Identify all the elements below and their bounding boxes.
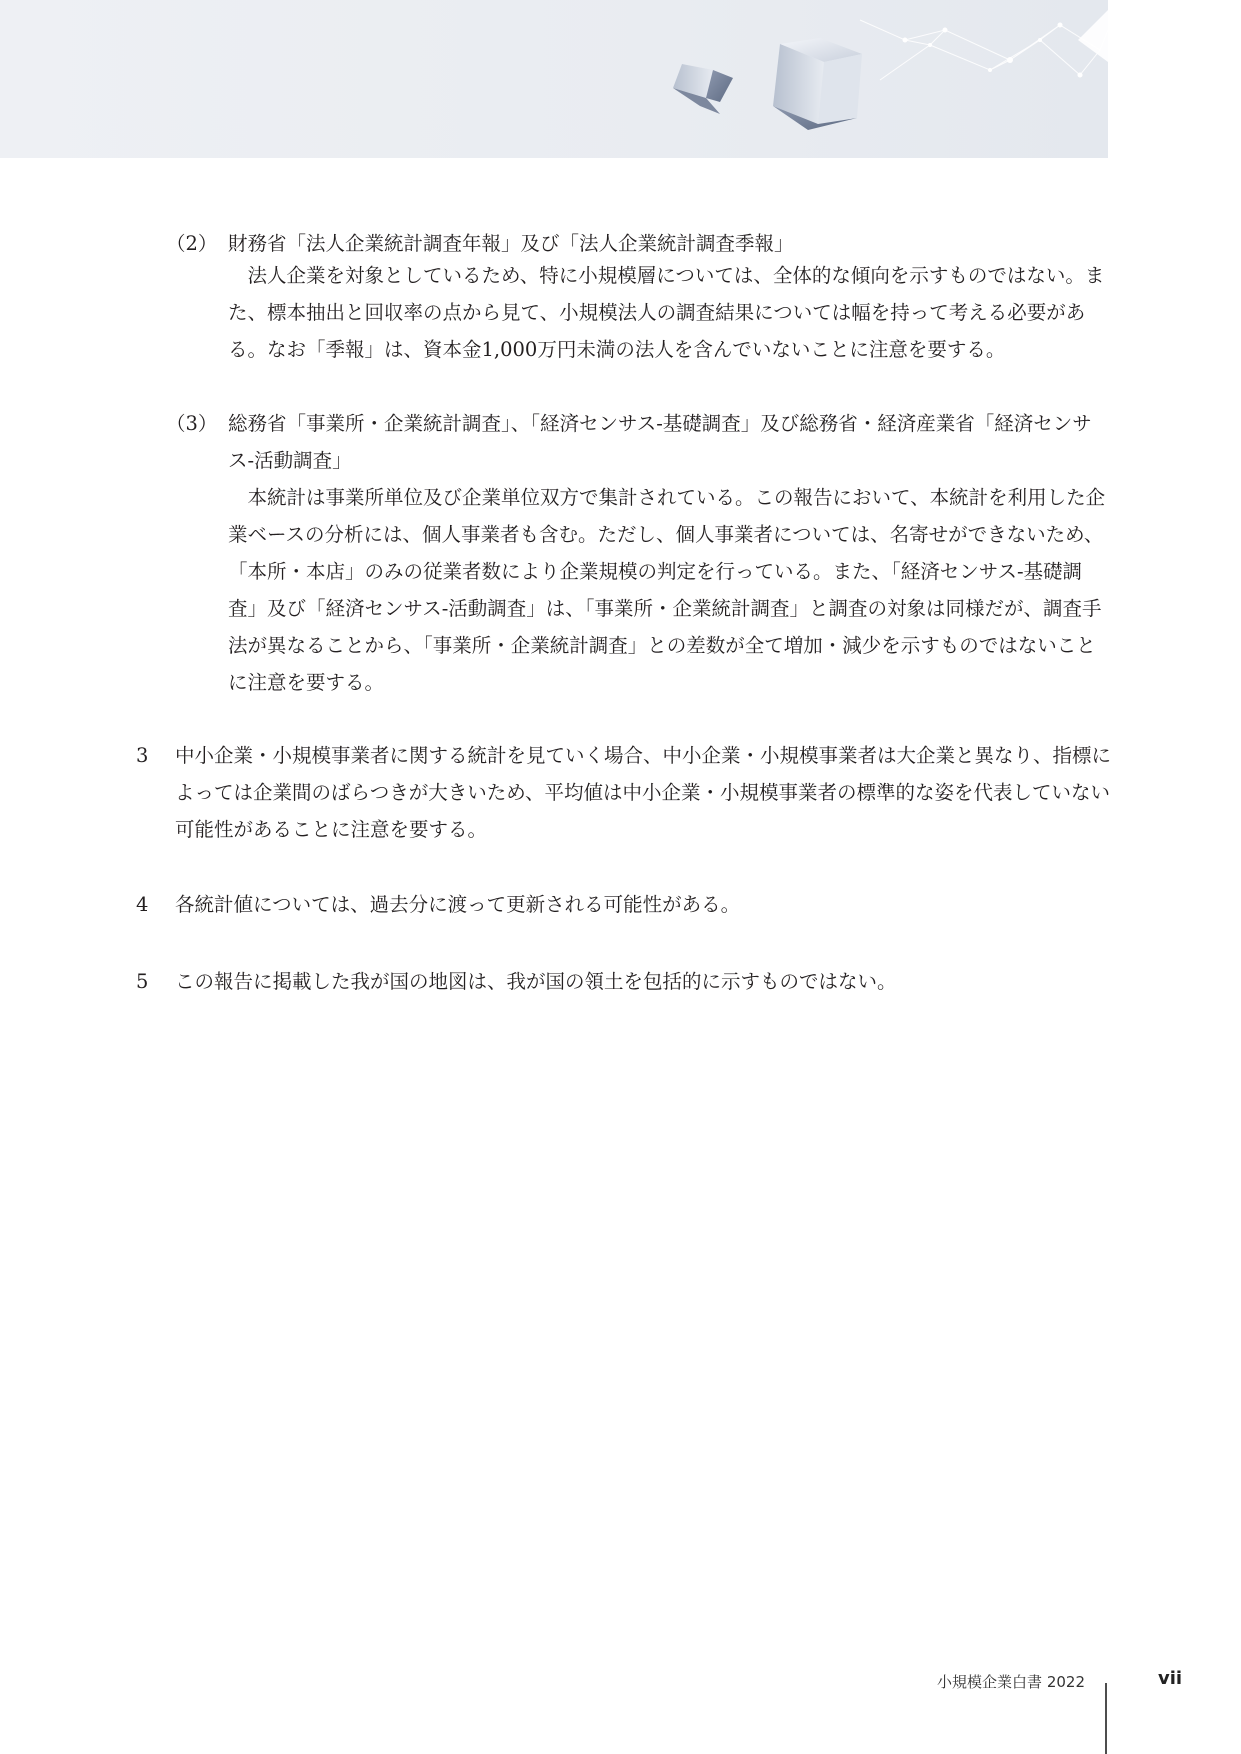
item-2-heading: 財務省「法人企業統計調査年報」及び「法人企業統計調査季報」	[228, 232, 794, 255]
item-3-text: 中小企業・小規模事業者に関する統計を見ていく場合、中小企業・小規模事業者は大企業と異なり、指標によっては企業間のばらつきが大きいため、平均値は中小企業・小規模事業者の標準的な姿を代表していない可能性があることに注意を要する。	[175, 744, 1112, 841]
item-2-body: 法人企業を対象としているため、特に小規模層については、全体的な傾向を示すものではない。また、標本抽出と回収率の点から見て、小規模法人の調査結果については幅を持って考える必要がある。なお「季報」は、資本金1,000万円未満の法人を含んでいないことに注意を要する。	[228, 264, 1105, 361]
footer-book-title: 小規模企業白書 2022	[937, 1673, 1085, 1691]
item-5-number: 5	[136, 970, 149, 993]
header-cube-decoration-icon	[0, 0, 1108, 158]
item-3-body: 本統計は事業所単位及び企業単位双方で集計されている。この報告において、本統計を利用した企業ベースの分析には、個人事業者も含む。ただし、個人事業者については、名寄せができないため、「本所・本店」のみの従業者数により企業規模の判定を行っている。また、「経済センサス‐基礎調査」及び「経済センサス‐活動調査」は、「事業所・企業統計調査」と調査の対象は同様だが、調査手法が異なることから、「事業所・企業統計調査」との差数が全て増加・減少を示すものではないことに注意を要する。	[228, 486, 1106, 694]
item-4-text: 各統計値については、過去分に渡って更新される可能性がある。	[175, 893, 741, 916]
item-2-marker: （2）	[166, 232, 218, 255]
item-3-heading: 総務省「事業所・企業統計調査」、「経済センサス‐基礎調査」及び総務省・経済産業省「経済センサス‐活動調査」	[228, 412, 1092, 472]
header-band	[0, 0, 1108, 158]
item-4-number: 4	[136, 893, 149, 916]
footer-divider	[1105, 1683, 1107, 1754]
footer-page-number: vii	[1158, 1668, 1183, 1689]
item-3-marker: （3）	[166, 412, 218, 435]
item-3-number: 3	[136, 744, 149, 767]
network-lines-icon	[860, 20, 1108, 80]
item-5-text: この報告に掲載した我が国の地図は、我が国の領土を包括的に示すものではない。	[175, 970, 897, 993]
